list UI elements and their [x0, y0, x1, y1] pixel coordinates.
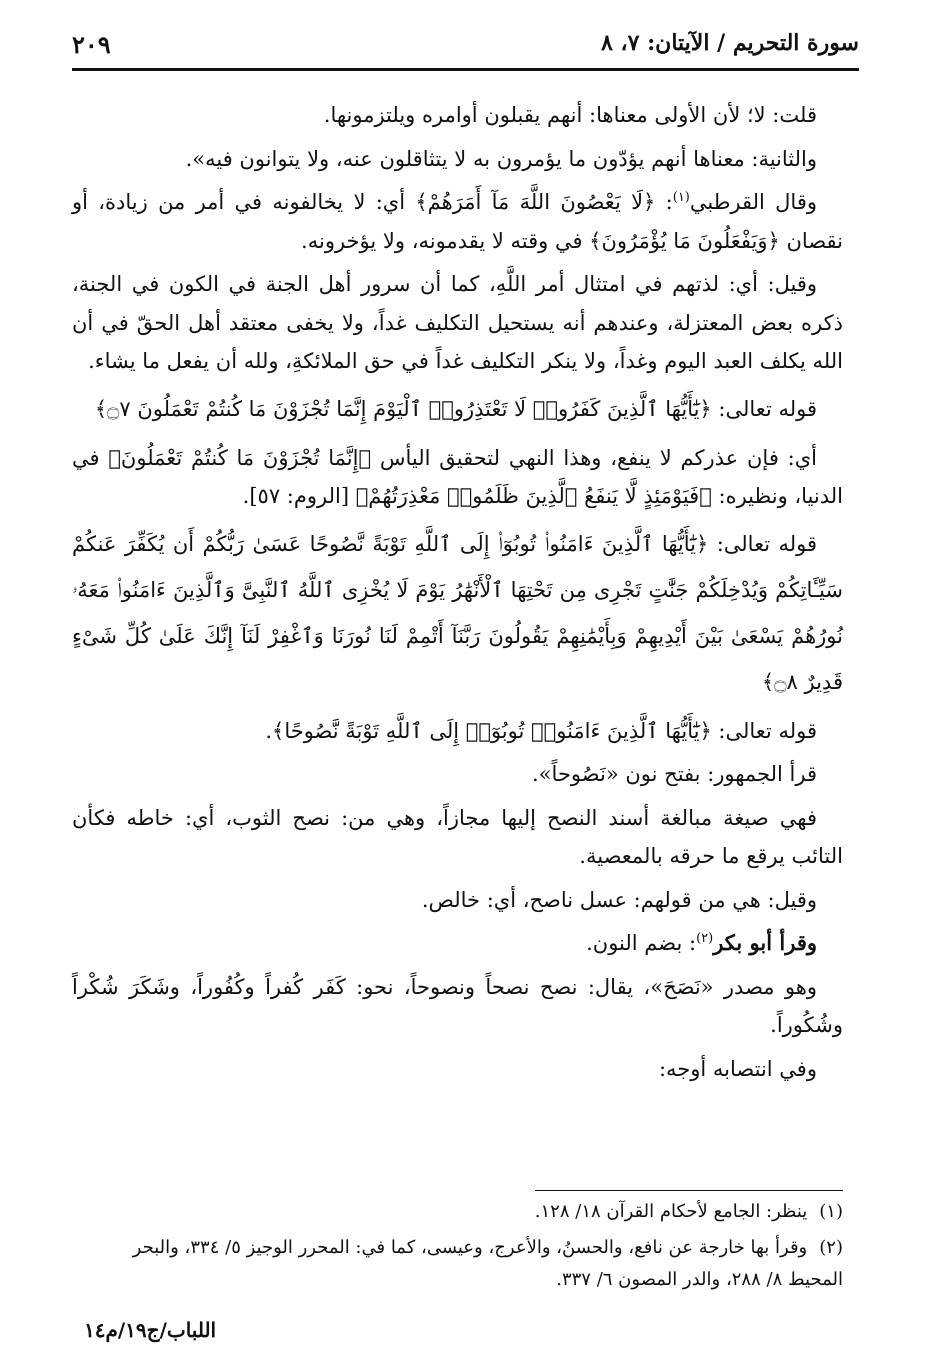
- paragraph-7: قرأ الجمهور: بفتح نون «نَصُوحاً».: [532, 762, 817, 786]
- paragraph-10: [72, 924, 843, 963]
- paragraph-3-rest: : ﴿لَا يَعْصُونَ اللَّهَ مَآ أَمَرَهُمْ﴾ أي: لا يخالفونه في أمر من زيادة، أو نقصان ﴿وَيَفْعَلُونَ مَا يُؤْمَرُونَ﴾ في وقته لا يقدمونه، ولا يؤخرونه.: [72, 190, 843, 253]
- paragraph-4: وقيل: أي: لذتهم في امتثال أمر اللَّهِ، كما أن سرور أهل الجنة في الكون في الجنة، ذكره بعض المعتزلة، وعندهم أنه يستحيل التكليف غداً، ولا يخفى معتقد أهل الحقّ في أن الله يكلف العبد اليوم وغداً، ولا ينكر التكليف غداً في حق الملائكةِ، ولله أن يفعل ما يشاء.: [72, 272, 843, 373]
- footnote-2-number: (٢): [819, 1237, 843, 1258]
- footnote-ref-1[interactable]: (١): [672, 190, 690, 205]
- paragraph-3: [72, 183, 843, 260]
- page-header: [72, 22, 859, 71]
- footnote-2-text: وقرأ بها خارجة عن نافع، والحسنُ، والأعرج، وعيسى، كما في: المحرر الوجيز ٥/ ٣٣٤، والبحر المحيط ٨/ ٢٨٨، والدر المصون ٦/ ٣٣٧.: [132, 1237, 843, 1290]
- paragraph-2: والثانية: معناها أنهم يؤدّون ما يؤمرون به لا يتثاقلون عنه، ولا يتوانون فيه».: [185, 146, 817, 171]
- print-signature: اللباب/ج١٩/م١٤: [84, 1318, 217, 1342]
- paragraph-1: قلت: لا؛ لأن الأولى معناها: أنهم يقبلون أوامره ويلتزمونها.: [323, 103, 817, 127]
- paragraph-8: فهي صيغة مبالغة أسند النصح إليها مجازاً، وهي من: نصح الثوب، أي: خاطه فكأن التائب يرقع ما حرقه بالمعصية.: [72, 805, 843, 868]
- footnote-1-number: (١): [819, 1201, 843, 1222]
- footnotes: [72, 1196, 843, 1300]
- body-text: [72, 96, 843, 1093]
- footnote-1: [72, 1196, 843, 1228]
- paragraph-12: وفي انتصابه أوجه:: [658, 1056, 817, 1081]
- paragraph-11: وهو مصدر «نَصَحَ»، يقال: نصح نصحاً ونصوحاً، نحو: كَفَر كُفراً وكُفُوراً، وشَكَرَ شُكْراً وشُكُوراً.: [72, 974, 843, 1037]
- verse-7: قوله تعالى: ﴿يَٰٓأَيُّهَا ٱلَّذِينَ كَفَرُوا۟ لَا تَعْتَذِرُوا۟ ٱلْيَوْمَ إِنَّمَا تُجْزَوْنَ مَا كُنتُمْ تَعْمَلُونَ ۝٧﴾: [94, 396, 817, 421]
- page-number: ٢٠٩: [72, 30, 111, 59]
- surah-title: سورة التحريم / الآيتان: ٧، ٨: [600, 30, 859, 56]
- footnote-divider: [535, 1190, 843, 1191]
- paragraph-9: وقيل: هي من قولهم: عسل ناصح، أي: خالص.: [421, 887, 817, 912]
- verse-8: قوله تعالى: ﴿يَٰٓأَيُّهَا ٱلَّذِينَ ءَامَنُوا۟ تُوبُوٓا۟ إِلَى ٱللَّهِ تَوْبَةً نَّصُوحًا عَسَىٰ رَبُّكُمْ أَن يُكَفِّرَ عَنكُمْ سَيِّـَٔاتِكُمْ وَيُدْخِلَكُمْ جَنَّٰتٍ تَجْرِى مِن تَحْتِهَا ٱلْأَنْهَٰرُ يَوْمَ لَا يُخْزِى ٱللَّهُ ٱلنَّبِىَّ وَٱلَّذِينَ ءَامَنُوا۟ مَعَهُۥ نُورُهُمْ يَسْعَىٰ بَيْنَ أَيْدِيهِمْ وَبِأَيْمَٰنِهِمْ يَقُولُونَ رَبَّنَآ أَتْمِمْ لَنَا نُورَنَا وَٱغْفِرْ لَنَآ إِنَّكَ عَلَىٰ كُلِّ شَىْءٍ قَدِيرٌ ۝٨﴾: [72, 531, 843, 694]
- paragraph-6: قوله تعالى: ﴿يَٰٓأَيُّهَا ٱلَّذِينَ ءَامَنُوا۟ تُوبُوٓا۟ إِلَى ٱللَّهِ تَوْبَةً نَّصُوحًا﴾.: [265, 718, 817, 743]
- footnote-2: [72, 1232, 843, 1296]
- paragraph-3-start: وقال القرطبي: [689, 190, 817, 214]
- paragraph-10-rest: : بضم النون.: [586, 931, 697, 955]
- paragraph-5: أي: فإن عذركم لا ينفع، وهذا النهي لتحقيق اليأس ﴿إِنَّمَا تُجْزَوْنَ مَا كُنتُمْ تَعْمَلُونَ﴾ في الدنيا، ونظيره: ﴿فَيَوْمَئِذٍ لَّا يَنفَعُ ٱلَّذِينَ ظَلَمُوا۟ مَعْذِرَتُهُمْ﴾ [الروم: ٥٧].: [72, 445, 843, 508]
- footnote-ref-2[interactable]: (٢): [696, 931, 714, 946]
- paragraph-10-bold: وقرأ أبو بكر: [713, 930, 817, 955]
- footnote-1-text: ينظر: الجامع لأحكام القرآن ١٨/ ١٢٨.: [534, 1201, 808, 1222]
